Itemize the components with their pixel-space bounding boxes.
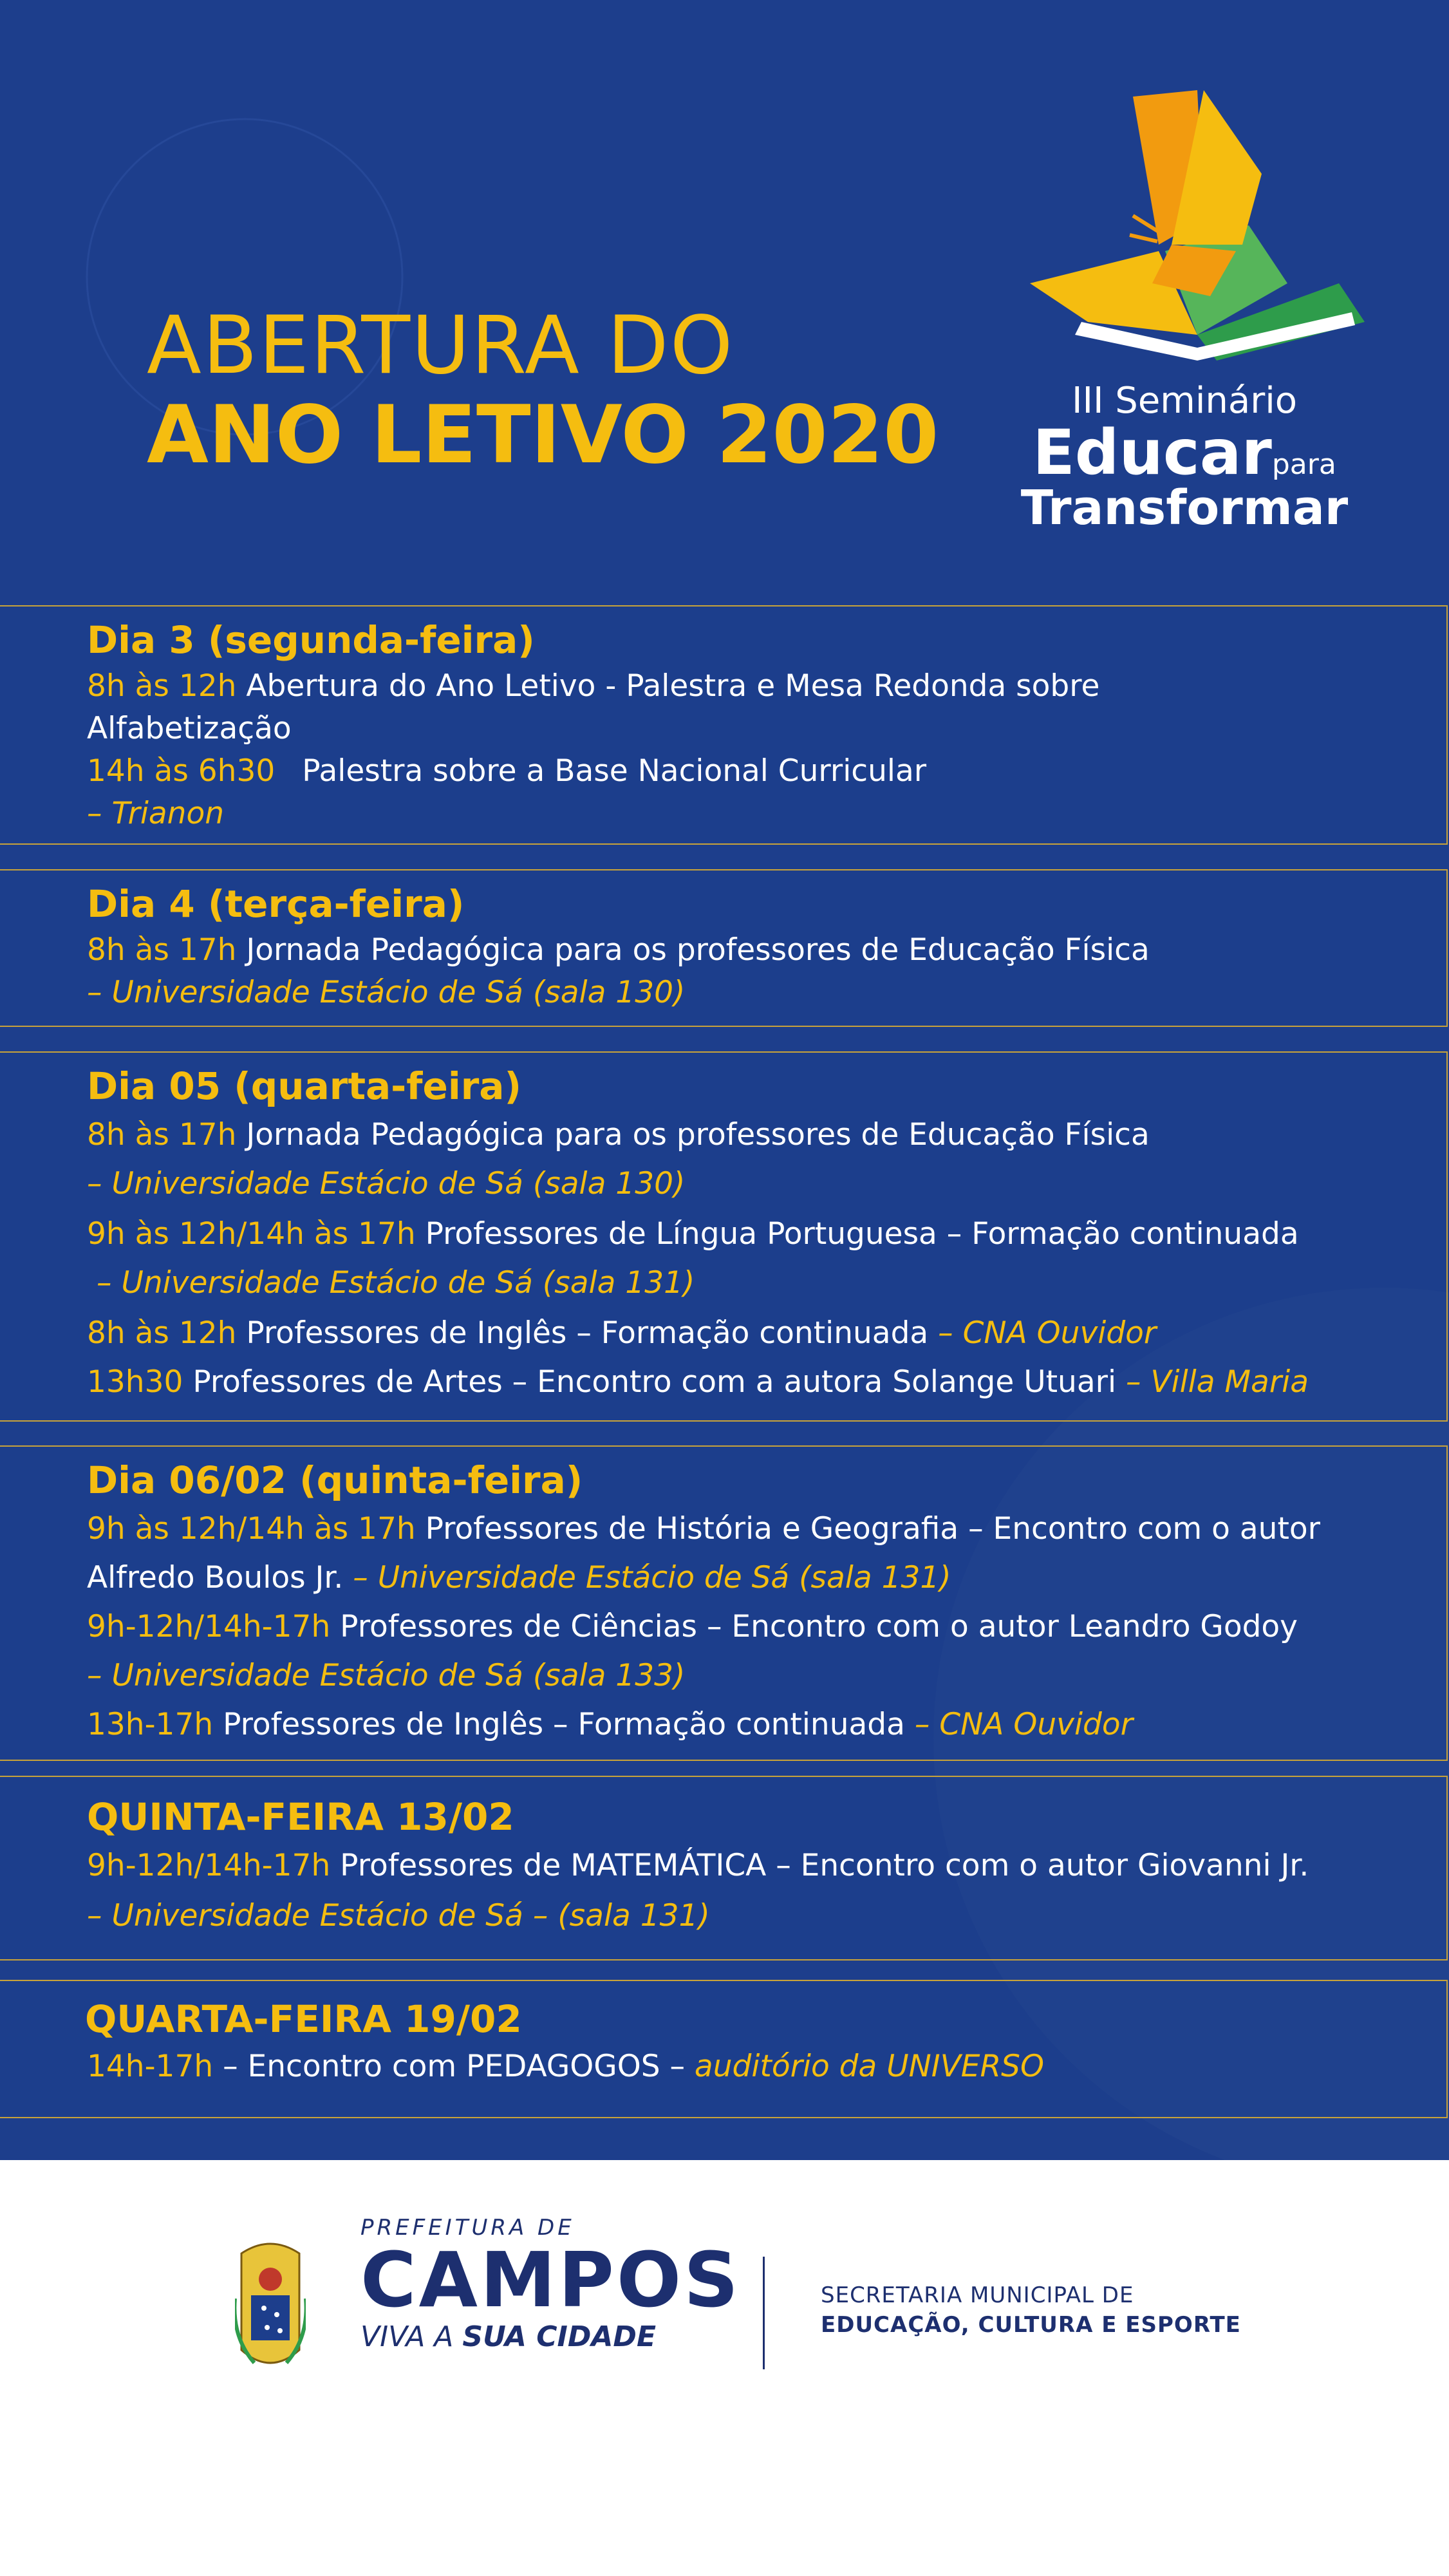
- row-continuation: Alfabetização: [87, 711, 292, 746]
- row-time: 9h-12h/14h-17h: [87, 1609, 331, 1644]
- row-time: 13h30: [87, 1364, 183, 1400]
- secretaria-line-2: EDUCAÇÃO, CULTURA E ESPORTE: [821, 2312, 1241, 2338]
- row-time: 14h às 6h30: [87, 753, 276, 789]
- row-time: 8h às 12h: [87, 1315, 237, 1351]
- schedule-row: [87, 2049, 1044, 2084]
- row-location: – Universidade Estácio de Sá – (sala 131): [87, 1898, 710, 1933]
- row-time: 13h-17h: [87, 1707, 214, 1742]
- schedule-row: [87, 1609, 1298, 1644]
- row-time: 8h às 17h: [87, 1117, 237, 1152]
- schedule-day-4: [0, 1445, 1448, 1761]
- logo-educar: Educar: [1033, 417, 1272, 489]
- row-location: – Universidade Estácio de Sá (sala 133): [87, 1658, 686, 1693]
- day-title: Dia 4 (terça-feira): [87, 882, 465, 926]
- row-continuation: Alfredo Boulos Jr.: [87, 1560, 353, 1595]
- row-time: 9h às 12h/14h às 17h: [87, 1216, 416, 1252]
- row-text: Professores de História e Geografia – Encontro com o autor: [415, 1511, 1320, 1547]
- pref-top: PREFEITURA DE: [360, 2215, 575, 2241]
- schedule-day-2: [0, 869, 1448, 1027]
- row-text: Jornada Pedagógica para os professores de Educação Física: [236, 1117, 1150, 1152]
- row-location: – Universidade Estácio de Sá (sala 131): [97, 1265, 695, 1301]
- row-text: Professores de MATEMÁTICA – Encontro com o autor Giovanni Jr.: [330, 1848, 1309, 1883]
- schedule-day-1: [0, 605, 1448, 845]
- logo-line-1: III Seminário: [1071, 380, 1298, 422]
- slogan-b: SUA CIDADE: [462, 2320, 657, 2353]
- logo-line-3: Transformar: [1020, 480, 1349, 536]
- row-location: – CNA Ouvidor: [938, 1315, 1157, 1351]
- day-title: Dia 3 (segunda-feira): [87, 618, 535, 662]
- row-text: Abertura do Ano Letivo - Palestra e Mesa Redonda sobre: [236, 668, 1100, 704]
- secretaria-line-1: SECRETARIA MUNICIPAL DE: [821, 2282, 1134, 2308]
- row-location: – Universidade Estácio de Sá (sala 131): [353, 1560, 951, 1595]
- schedule-row: [87, 932, 1150, 968]
- schedule-row: [87, 1117, 1150, 1152]
- slogan-a: VIVA A: [360, 2320, 463, 2353]
- row-text: Professores de Inglês – Formação continuada: [213, 1707, 915, 1742]
- schedule-row: [87, 1364, 1309, 1400]
- schedule-row: [87, 1560, 951, 1595]
- row-location: – CNA Ouvidor: [914, 1707, 1133, 1742]
- secretaria-label: [821, 2282, 1241, 2338]
- schedule-row: [87, 1848, 1309, 1883]
- schedule-row: [87, 1216, 1299, 1252]
- schedule-row: [87, 668, 1099, 704]
- row-text: Professores de Artes – Encontro com a autora Solange Utuari: [183, 1364, 1126, 1400]
- row-time: 9h às 12h/14h às 17h: [87, 1511, 416, 1547]
- row-text: Professores de Ciências – Encontro com o autor Leandro Godoy: [330, 1609, 1298, 1644]
- day-title: Dia 06/02 (quinta-feira): [87, 1458, 583, 1502]
- row-text: Professores de Inglês – Formação continuada: [236, 1315, 939, 1351]
- schedule-row: [87, 1707, 1133, 1742]
- schedule-row: [87, 753, 926, 789]
- row-text: Palestra sobre a Base Nacional Curricular: [302, 753, 927, 789]
- pref-slogan: [360, 2320, 741, 2353]
- seminar-logo: [1004, 90, 1365, 554]
- row-text: Jornada Pedagógica para os professores de Educação Física: [236, 932, 1150, 968]
- logo-line-2: [1004, 417, 1365, 489]
- row-location: auditório da UNIVERSO: [694, 2049, 1044, 2084]
- schedule-row: [87, 1511, 1320, 1547]
- row-text: Professores de Língua Portuguesa – Formação continuada: [415, 1216, 1299, 1252]
- row-text: – Encontro com PEDAGOGOS –: [213, 2049, 695, 2084]
- schedule-day-6: [0, 1980, 1448, 2118]
- day-title: QUINTA-FEIRA 13/02: [87, 1795, 514, 1839]
- schedule-day-5: [0, 1776, 1448, 1960]
- campos-coat-of-arms-icon: [235, 2234, 306, 2376]
- schedule-row: [87, 1315, 1156, 1351]
- day-title: QUARTA-FEIRA 19/02: [85, 1997, 522, 2041]
- page-title: [147, 301, 939, 480]
- prefeitura-logo: [360, 2215, 741, 2353]
- book-butterfly-icon: [1004, 90, 1365, 380]
- row-time: 8h às 12h: [87, 668, 237, 704]
- logo-text: [1004, 380, 1365, 534]
- title-line-2: ANO LETIVO 2020: [147, 388, 939, 482]
- logo-para: para: [1271, 448, 1336, 481]
- title-line-1: ABERTURA DO: [147, 299, 734, 392]
- schedule-day-3: [0, 1051, 1448, 1422]
- footer-divider: [763, 2257, 765, 2369]
- row-time: 9h-12h/14h-17h: [87, 1848, 331, 1883]
- row-location: – Trianon: [87, 796, 225, 831]
- row-location: – Villa Maria: [1125, 1364, 1309, 1400]
- row-time: 14h-17h: [87, 2049, 214, 2084]
- day-title: Dia 05 (quarta-feira): [87, 1064, 521, 1108]
- row-location: – Universidade Estácio de Sá (sala 130): [87, 975, 686, 1010]
- pref-main: CAMPOS: [360, 2235, 742, 2324]
- row-time: 8h às 17h: [87, 932, 237, 968]
- row-location: – Universidade Estácio de Sá (sala 130): [87, 1166, 686, 1201]
